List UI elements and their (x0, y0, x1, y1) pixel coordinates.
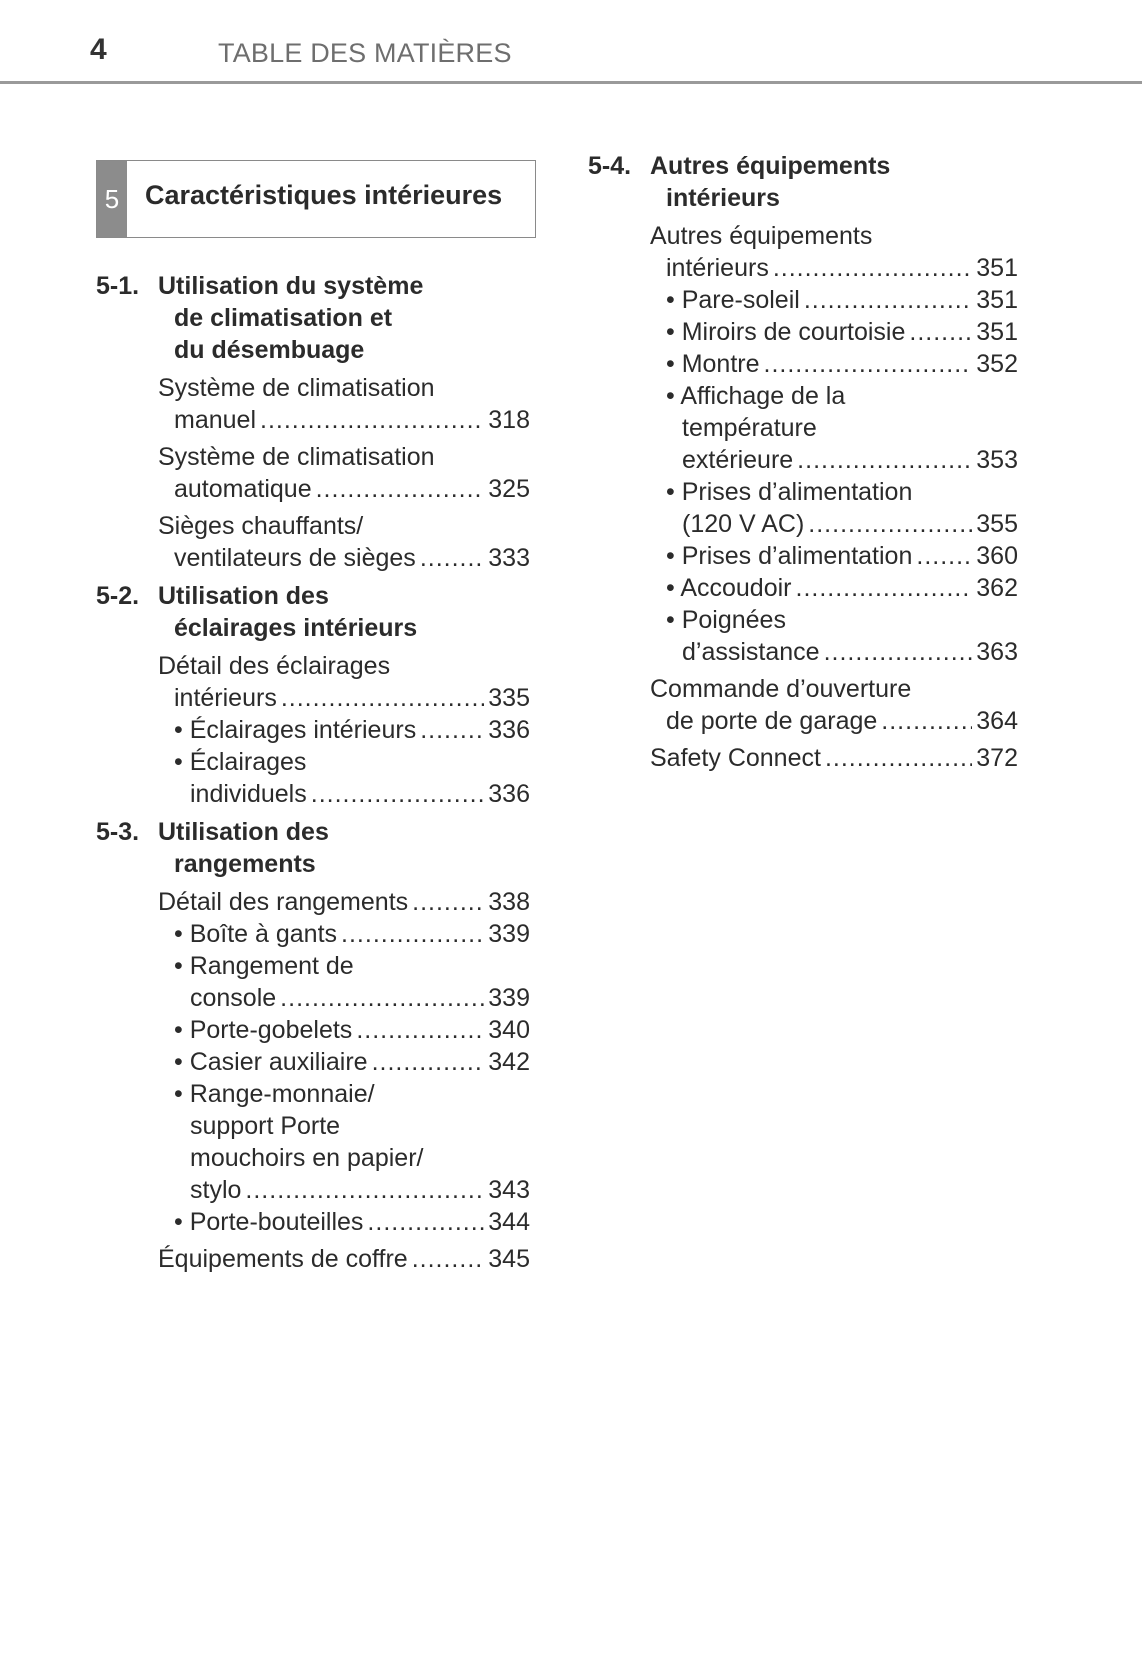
toc-entry[interactable]: Équipements de coffre ..... 345 (158, 1243, 530, 1275)
page-ref: 318 (488, 406, 530, 434)
toc-subentry[interactable]: • Rangement de console ..... 339 (174, 950, 530, 1014)
toc-subentry[interactable]: • Poignées d’assistance ..... 363 (666, 604, 1018, 668)
page-ref: 345 (488, 1245, 530, 1273)
toc-entry[interactable]: Autres équipements intérieurs ..... 351 (650, 220, 1018, 284)
section-title: Autres équipements intérieurs (650, 152, 891, 212)
toc-subentry[interactable]: • Accoudoir ..... 362 (666, 572, 1018, 604)
section-heading[interactable] (96, 816, 530, 880)
page-ref: 355 (976, 510, 1018, 538)
page-header (0, 0, 1142, 86)
section-number: 5-3. (96, 818, 140, 846)
section-heading[interactable] (588, 150, 1018, 214)
section-title: Utilisation des rangements (158, 818, 329, 878)
page-ref: 344 (488, 1208, 530, 1236)
section-heading[interactable] (96, 580, 530, 644)
header-divider (0, 81, 1142, 84)
page-ref: 363 (976, 638, 1018, 666)
page-ref: 353 (976, 446, 1018, 474)
toc-entry[interactable]: Système de climatisation automatique ..... 325 (158, 441, 530, 505)
section-number: 5-1. (96, 272, 140, 300)
toc-entry[interactable]: Sièges chauffants/ ventilateurs de sièges ..... 333 (158, 510, 530, 574)
page-ref: 339 (488, 920, 530, 948)
page-ref: 362 (976, 574, 1018, 602)
page-ref: 325 (488, 475, 530, 503)
section-number: 5-2. (96, 582, 140, 610)
toc-entry[interactable]: Commande d’ouverture de porte de garage ..... 364 (650, 673, 1018, 737)
toc-entry[interactable]: Détail des rangements ..... 338 (158, 886, 530, 918)
toc-entry[interactable]: Détail des éclairages intérieurs ..... 335 (158, 650, 530, 714)
page-ref: 333 (488, 544, 530, 572)
toc-subentry[interactable]: • Porte-gobelets ..... 340 (174, 1014, 530, 1046)
page-ref: 351 (976, 318, 1018, 346)
toc-entry[interactable]: Système de climatisation manuel ..... 318 (158, 372, 530, 436)
page-ref: 340 (488, 1016, 530, 1044)
chapter-number: 5 (97, 161, 127, 237)
chapter-heading[interactable] (96, 160, 536, 238)
toc-subentry[interactable]: • Range-monnaie/ support Porte mouchoirs en papier/ stylo ..... 343 (174, 1078, 530, 1206)
page-ref: 372 (976, 744, 1018, 772)
toc-right-column (588, 150, 1018, 780)
toc-subentry[interactable]: • Prises d’alimentation (120 V AC) ..... 355 (666, 476, 1018, 540)
toc-subentry[interactable]: • Pare-soleil ..... 351 (666, 284, 1018, 316)
toc-subentry[interactable]: • Montre ..... 352 (666, 348, 1018, 380)
section-5-1 (96, 270, 530, 574)
section-heading[interactable] (96, 270, 530, 366)
toc-subentry[interactable]: • Porte-bouteilles ..... 344 (174, 1206, 530, 1238)
toc-subentry[interactable]: • Affichage de la température extérieure ..... 353 (666, 380, 1018, 476)
page-ref: 343 (488, 1176, 530, 1204)
page-ref: 342 (488, 1048, 530, 1076)
chapter-title: Caractéristiques intérieures (145, 180, 503, 210)
page-ref: 364 (976, 707, 1018, 735)
page-ref: 360 (976, 542, 1018, 570)
toc-entry[interactable]: Safety Connect ..... 372 (650, 742, 1018, 774)
toc-subentry[interactable]: • Boîte à gants ..... 339 (174, 918, 530, 950)
section-5-3 (96, 816, 530, 1275)
page-ref: 335 (488, 684, 530, 712)
page-ref: 339 (488, 984, 530, 1012)
toc-left-column (96, 160, 530, 1281)
section-number: 5-4. (588, 152, 632, 180)
section-title: Utilisation du système de climatisation et du désembuage (158, 272, 424, 364)
page-ref: 352 (976, 350, 1018, 378)
section-5-2 (96, 580, 530, 810)
header-title: TABLE DES MATIÈRES (218, 38, 512, 68)
toc-subentry[interactable]: • Miroirs de courtoisie ..... 351 (666, 316, 1018, 348)
section-title: Utilisation des éclairages intérieurs (158, 582, 418, 642)
toc-subentry[interactable]: • Éclairages individuels ..... 336 (174, 746, 530, 810)
page-number: 4 (90, 33, 107, 66)
page-ref: 351 (976, 254, 1018, 282)
page-ref: 336 (488, 716, 530, 744)
toc-subentry[interactable]: • Casier auxiliaire ..... 342 (174, 1046, 530, 1078)
page-ref: 336 (488, 780, 530, 808)
toc-subentry[interactable]: • Prises d’alimentation ..... 360 (666, 540, 1018, 572)
page-ref: 338 (488, 888, 530, 916)
page-ref: 351 (976, 286, 1018, 314)
toc-subentry[interactable]: • Éclairages intérieurs ..... 336 (174, 714, 530, 746)
section-5-4 (588, 150, 1018, 774)
